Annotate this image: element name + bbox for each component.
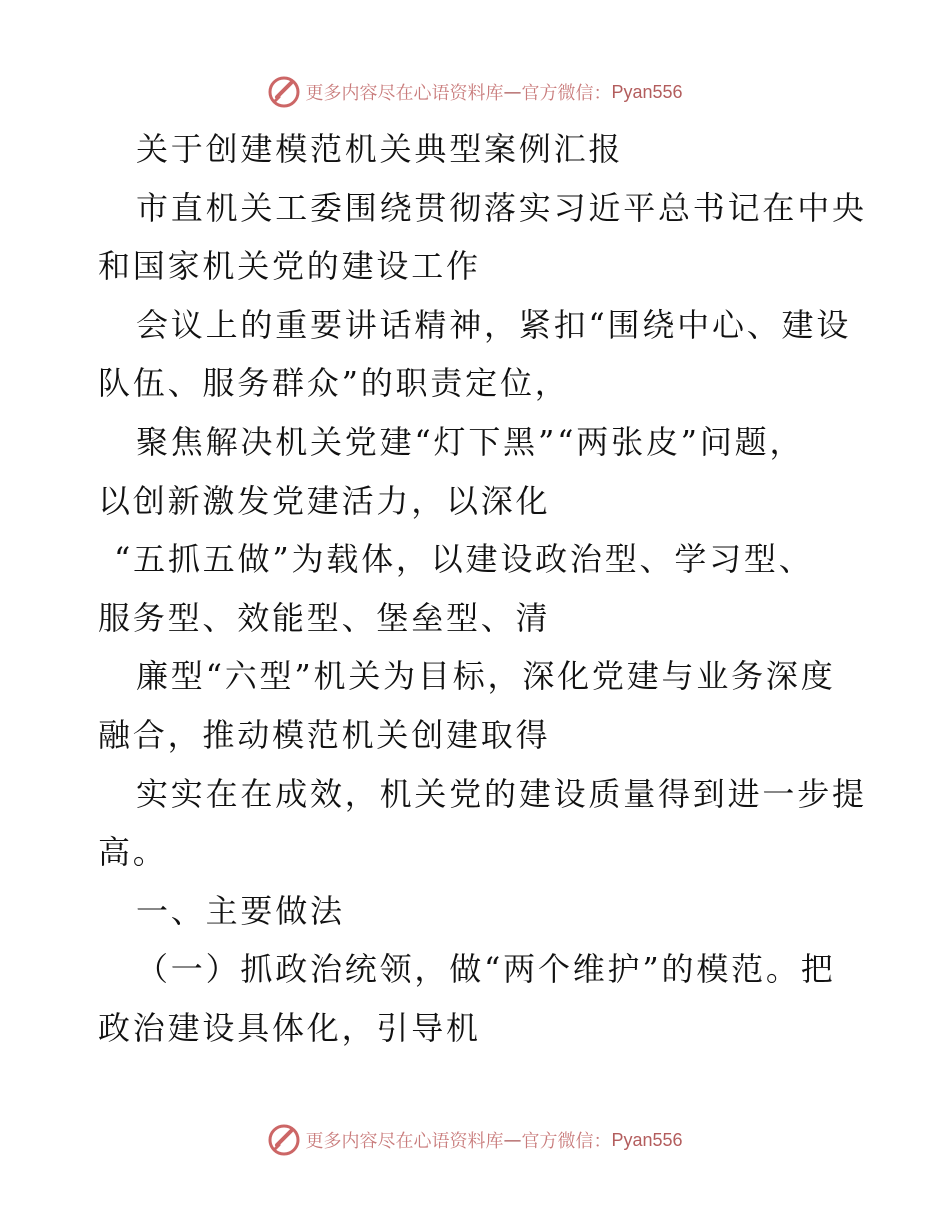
- seal-logo-icon: [267, 1123, 301, 1157]
- footer-watermark: [0, 1120, 950, 1160]
- paragraph-line: 队伍、服务群众”的职责定位，: [98, 364, 570, 403]
- paragraph-line: 聚焦解决机关党建“灯下黑”“两张皮”问题，: [136, 422, 805, 461]
- watermark-contact-id: Pyan556: [611, 1129, 683, 1150]
- paragraph-line: （一）抓政治统领，做“两个维护”的模范。把: [136, 950, 836, 989]
- watermark-separator: —: [503, 81, 522, 103]
- watermark-brand-text: 更多内容尽在心语资料库: [305, 83, 504, 104]
- seal-logo-icon: [267, 75, 301, 109]
- paragraph-line: 服务型、效能型、堡垒型、清: [98, 598, 551, 637]
- paragraph-line: 高。: [98, 833, 168, 872]
- header-watermark: [0, 72, 950, 112]
- watermark-brand-text: 更多内容尽在心语资料库: [305, 1131, 504, 1152]
- paragraph-line: “五抓五做”为载体，以建设政治型、学习型、: [114, 540, 814, 579]
- paragraph-line: 会议上的重要讲话精神，紧扣“围绕中心、建设: [136, 305, 852, 344]
- watermark-contact-text: 官方微信：: [521, 1131, 612, 1152]
- watermark-contact-id: Pyan556: [611, 81, 683, 102]
- watermark-separator: —: [503, 1129, 522, 1151]
- paragraph-line: 融合，推动模范机关创建取得: [98, 715, 551, 754]
- paragraph-line: 政治建设具体化，引导机: [98, 1008, 481, 1047]
- paragraph-line: 和国家机关党的建设工作: [98, 247, 481, 286]
- paragraph-line: 市直机关工委围绕贯彻落实习近平总书记在中央: [136, 188, 867, 227]
- paragraph-line: 廉型“六型”机关为目标，深化党建与业务深度: [136, 657, 836, 696]
- document-title: 关于创建模范机关典型案例汇报: [136, 130, 624, 168]
- paragraph-line: 以创新激发党建活力，以深化: [98, 481, 551, 520]
- document-body: [98, 120, 867, 1058]
- section-heading: 一、主要做法: [136, 891, 345, 930]
- paragraph-line: 实实在在成效，机关党的建设质量得到进一步提: [136, 774, 867, 813]
- watermark-contact-text: 官方微信：: [521, 83, 612, 104]
